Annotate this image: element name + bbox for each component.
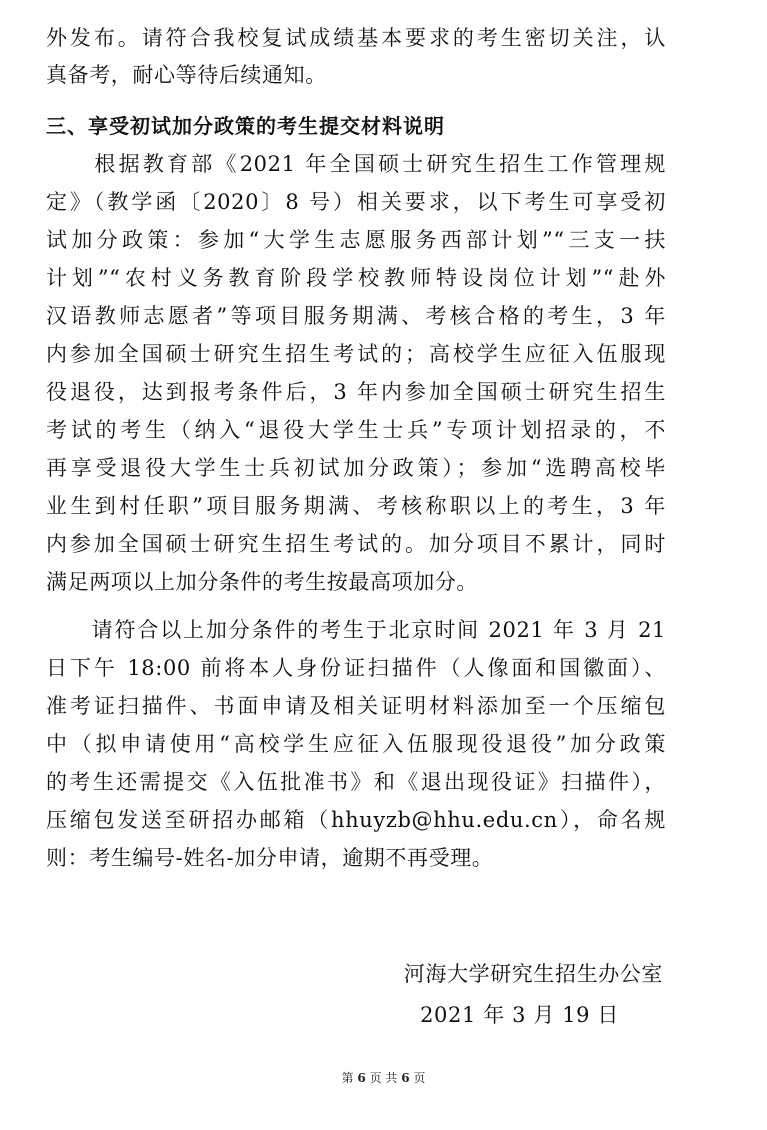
body-text-line: 中（拟申请使用“高校学生应征入伍服现役退役”加分政策 bbox=[46, 732, 666, 756]
body-text-line: 满足两项以上加分条件的考生按最高项加分。 bbox=[46, 570, 478, 594]
body-text-line: 根据教育部《2021 年全国硕士研究生招生工作管理规 bbox=[46, 152, 666, 176]
section-heading: 三、享受初试加分政策的考生提交材料说明 bbox=[46, 114, 445, 138]
body-text-line: 外发布。请符合我校复试成绩基本要求的考生密切关注，认 bbox=[46, 26, 666, 50]
footer-current-page: 6 bbox=[357, 1071, 366, 1085]
body-text-line: 业生到村任职”项目服务期满、考核称职以上的考生，3 年 bbox=[46, 494, 666, 518]
body-text-line: 役退役，达到报考条件后，3 年内参加全国硕士研究生招生 bbox=[46, 380, 666, 404]
footer-prefix: 第 bbox=[341, 1071, 354, 1085]
body-text-line: 则：考生编号-姓名-加分申请，逾期不再受理。 bbox=[46, 846, 494, 870]
signature-office: 河海大学研究生招生办公室 bbox=[403, 962, 663, 986]
body-text-line: 计划”“农村义务教育阶段学校教师特设岗位计划”“赴外 bbox=[46, 266, 666, 290]
footer-middle: 页 共 bbox=[369, 1071, 398, 1085]
body-text-line: 再享受退役大学生士兵初试加分政策）；参加“选聘高校毕 bbox=[46, 456, 666, 480]
signature-date: 2021 年 3 月 19 日 bbox=[420, 1003, 619, 1027]
body-text-line: 的考生还需提交《入伍批准书》和《退出现役证》扫描件）， bbox=[46, 770, 666, 794]
body-text-line: 压缩包发送至研招办邮箱（hhuyzb@hhu.edu.cn），命名规 bbox=[46, 808, 666, 832]
body-text-line: 内参加全国硕士研究生招生考试的。加分项目不累计，同时 bbox=[46, 532, 666, 556]
body-text-line: 汉语教师志愿者”等项目服务期满、考核合格的考生，3 年 bbox=[46, 304, 666, 328]
footer-suffix: 页 bbox=[413, 1071, 426, 1085]
body-text-line: 请符合以上加分条件的考生于北京时间 2021 年 3 月 21 bbox=[46, 618, 666, 642]
page-footer bbox=[0, 1070, 767, 1086]
body-text-line: 定》（教学函〔2020〕8 号）相关要求，以下考生可享受初 bbox=[46, 190, 666, 214]
body-text-line: 日下午 18:00 前将本人身份证扫描件（人像面和国徽面）、 bbox=[46, 656, 666, 680]
footer-total-pages: 6 bbox=[401, 1071, 410, 1085]
body-text-line: 内参加全国硕士研究生招生考试的；高校学生应征入伍服现 bbox=[46, 342, 666, 366]
body-text-line: 准考证扫描件、书面申请及相关证明材料添加至一个压缩包 bbox=[46, 694, 666, 718]
body-text-line: 试加分政策：参加“大学生志愿服务西部计划”“三支一扶 bbox=[46, 228, 666, 252]
body-text-line: 真备考，耐心等待后续通知。 bbox=[46, 63, 327, 87]
body-text-line: 考试的考生（纳入“退役大学生士兵”专项计划招录的，不 bbox=[46, 418, 666, 442]
